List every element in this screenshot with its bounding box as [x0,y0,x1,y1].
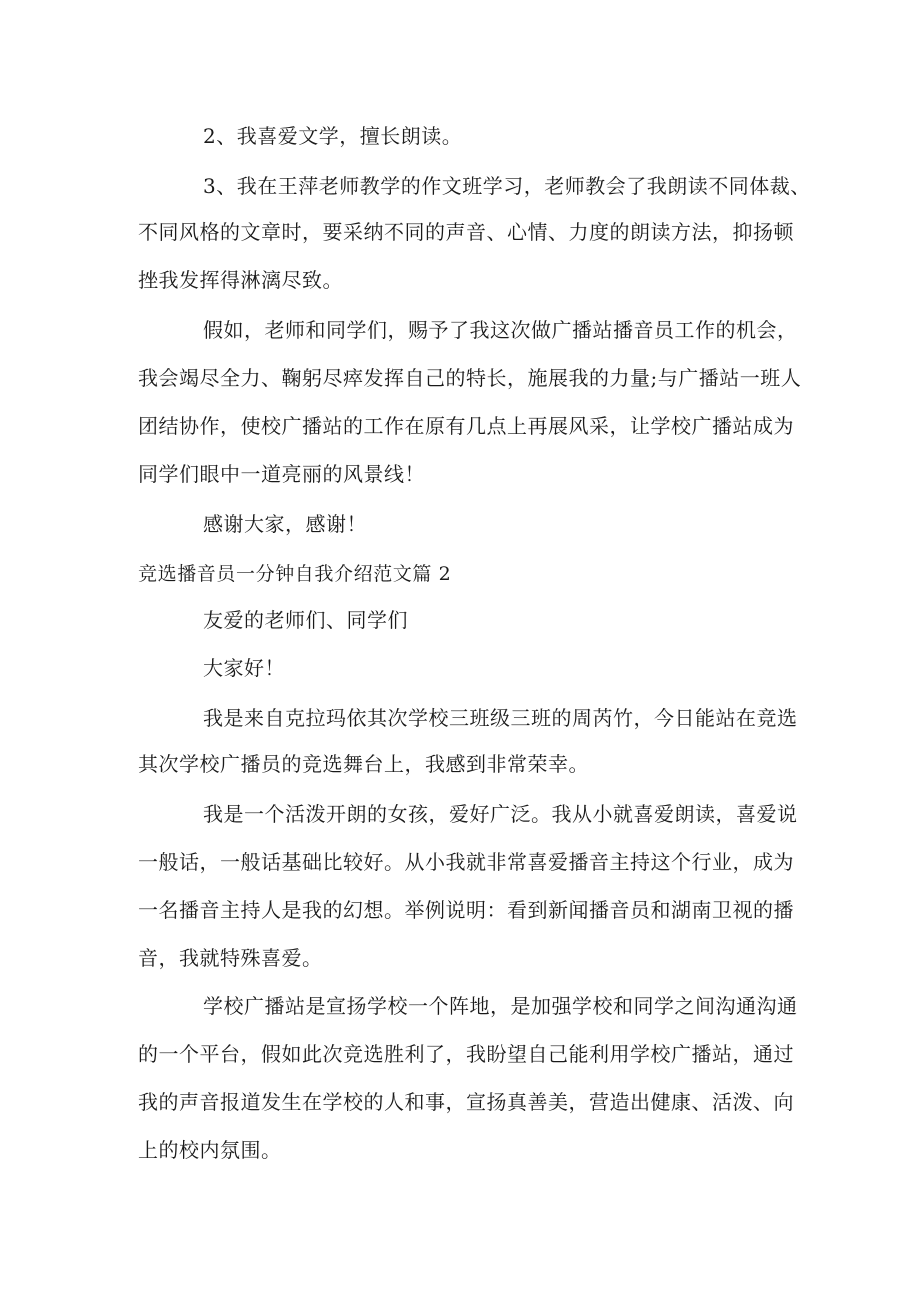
paragraph-line: 不同风格的文章时，要采纳不同的声音、心情、力度的朗读方法，抑扬顿 [138,220,794,244]
paragraph-line: 大家好！ [203,656,285,680]
paragraph-line: 感谢大家，感谢！ [203,512,367,536]
paragraph-line: 音，我就特殊喜爱。 [138,946,323,970]
paragraph-line: 我是一个活泼开朗的女孩，爱好广泛。我从小就喜爱朗读，喜爱说 [203,802,798,826]
paragraph-line: 挫我发挥得淋漓尽致。 [138,268,343,292]
paragraph-line: 同学们眼中一道亮丽的风景线！ [138,462,425,486]
paragraph-line: 的一个平台，假如此次竞选胜利了，我盼望自己能利用学校广播站，通过 [138,1042,794,1066]
paragraph-line: 一名播音主持人是我的幻想。举例说明：看到新闻播音员和湖南卫视的播 [138,898,794,922]
paragraph-line: 我会竭尽全力、鞠躬尽瘁发挥自己的特长，施展我的力量;与广播站一班人 [138,366,802,390]
section-heading: 竞选播音员一分钟自我介绍范文篇 2 [138,563,452,585]
paragraph-line: 我是来自克拉玛依其次学校三班级三班的周芮竹，今日能站在竞选 [203,706,798,730]
paragraph-line: 一般话，一般话基础比较好。从小我就非常喜爱播音主持这个行业，成为 [138,850,794,874]
paragraph-line: 上的校内氛围。 [138,1138,282,1162]
paragraph-line: 假如，老师和同学们，赐予了我这次做广播站播音员工作的机会， [203,318,798,342]
paragraph-line: 2、我喜爱文学，擅长朗读。 [203,124,463,148]
paragraph-line: 友爱的老师们、同学们 [203,608,408,632]
paragraph-line: 其次学校广播员的竞选舞台上，我感到非常荣幸。 [138,752,589,776]
paragraph-line: 学校广播站是宣扬学校一个阵地，是加强学校和同学之间沟通沟通 [203,994,798,1018]
paragraph-line: 我的声音报道发生在学校的人和事，宣扬真善美，营造出健康、活泼、向 [138,1090,794,1114]
paragraph-line: 团结协作，使校广播站的工作在原有几点上再展风采，让学校广播站成为 [138,414,794,438]
paragraph-line: 3、我在王萍老师教学的作文班学习，老师教会了我朗读不同体裁、 [203,174,811,198]
